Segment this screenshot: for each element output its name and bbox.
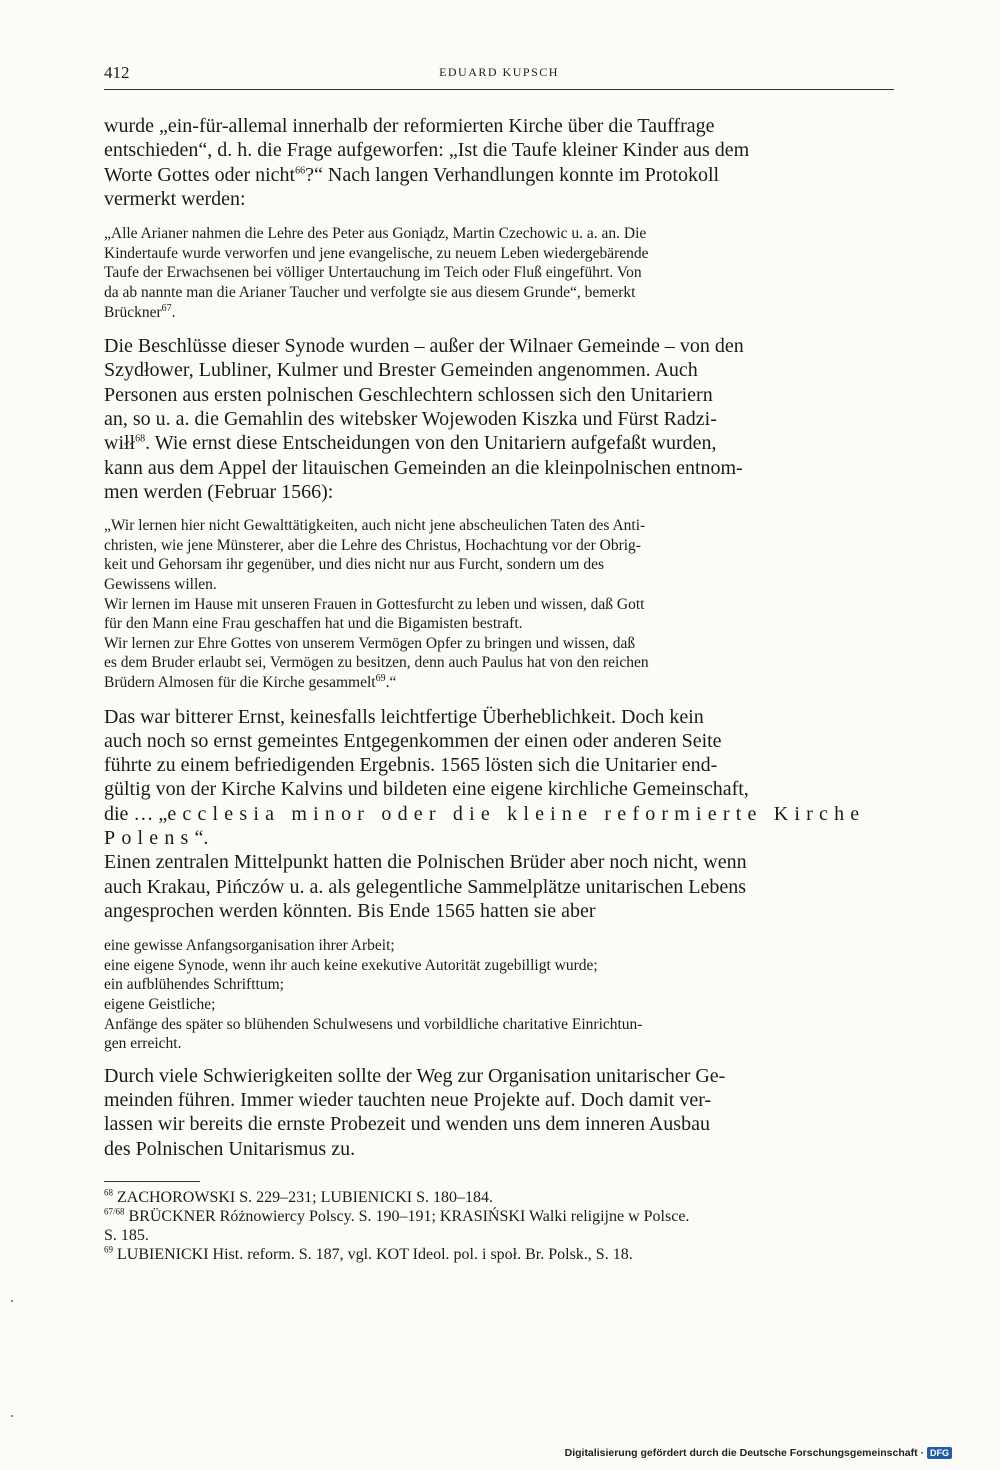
body-paragraph bbox=[104, 705, 894, 924]
footnote-rule bbox=[104, 1181, 200, 1182]
footnote bbox=[104, 1188, 894, 1207]
text-line: Einen zentralen Mittelpunkt hatten die Polnischen Brüder aber noch nicht, wenn bbox=[104, 851, 747, 874]
text-line: Worte Gottes oder nicht$^{66}$?“ Nach langen Verhandlungen konnte im Protokoll bbox=[104, 163, 720, 186]
text-line: Szydłower, Lubliner, Kulmer und Brester Gemeinden angenommen. Auch bbox=[104, 359, 698, 382]
text-line: kann aus dem Appel der litauischen Gemeinden an die kleinpolnischen entnom- bbox=[104, 456, 743, 479]
footnote-ref: 69 bbox=[375, 672, 386, 684]
text-line: auch noch so ernst gemeintes Entgegenkommen der einen oder anderen Seite bbox=[104, 729, 722, 752]
block-quote bbox=[104, 224, 894, 322]
text-line: Anfänge des später so blühenden Schulwesens und vorbildliche charitative Einrichtun- bbox=[104, 1015, 643, 1033]
text-line: wurde „ein-für-allemal innerhalb der reformierten Kirche über die Tauffrage bbox=[104, 115, 715, 137]
footnote-ref: 68 bbox=[135, 433, 146, 445]
text-line: für den Mann eine Frau geschaffen hat und die Bigamisten bestraft. bbox=[104, 615, 523, 633]
text-line: Personen aus ersten polnischen Geschlechtern schlossen sich den Unitariern bbox=[104, 383, 713, 406]
text-line: eine gewisse Anfangsorganisation ihrer Arbeit; bbox=[104, 937, 395, 955]
enumeration-block bbox=[104, 936, 894, 1054]
text-line: eigene Geistliche; bbox=[104, 996, 216, 1014]
text-line: es dem Bruder erlaubt sei, Vermögen zu besitzen, denn auch Paulus hat von den reichen bbox=[104, 654, 649, 672]
text-line: an, so u. a. die Gemahlin des witebsker Wojewoden Kiszka und Fürst Radzi- bbox=[104, 408, 717, 431]
text-line: gen erreicht. bbox=[104, 1035, 182, 1053]
text-line: ein aufblühendes Schrifttum; bbox=[104, 976, 284, 994]
text-line: wiłł$^{68}$. Wie ernst diese Entscheidungen von den Unitariern aufgefaßt wurden, bbox=[104, 432, 717, 455]
text-line: Durch viele Schwierigkeiten sollte der Weg zur Organisation unitarischer Ge- bbox=[104, 1064, 726, 1087]
footnote-line: S. 185. bbox=[104, 1227, 149, 1244]
body-paragraph bbox=[104, 114, 894, 211]
text-line: vermerkt werden: bbox=[104, 187, 246, 210]
text-line: gültig von der Kirche Kalvins und bildeten eine eigene kirchliche Gemeinschaft, bbox=[104, 778, 749, 801]
text-line: angesprochen werden könnten. Bis Ende 1565 hatten sie aber bbox=[104, 899, 596, 922]
text-line: Gewissens willen. bbox=[104, 576, 217, 594]
text-line: führte zu einem befriedigenden Ergebnis. 1565 lösten sich die Unitarier end- bbox=[104, 754, 718, 777]
text-line: Brückner$^{67}$. bbox=[104, 302, 176, 321]
footnote bbox=[104, 1207, 894, 1245]
footnote-mark: 69 bbox=[104, 1244, 113, 1255]
text-line: Wir lernen im Hause mit unseren Frauen in Gottesfurcht zu leben und wissen, daß Gott bbox=[104, 595, 645, 613]
digitization-credit bbox=[565, 1447, 952, 1459]
text-line: die … „ecclesia minor oder die kleine reformierte Kirche bbox=[104, 802, 866, 825]
text-line: Polens“. bbox=[104, 827, 209, 850]
body-paragraph bbox=[104, 1064, 894, 1161]
text-line: Das war bitterer Ernst, keinesfalls leichtfertige Überheblichkeit. Doch kein bbox=[104, 705, 704, 728]
spaced-emphasis: ecclesia minor oder die kleine reformierte Kirche bbox=[167, 802, 866, 825]
text-line: eine eigene Synode, wenn ihr auch keine exekutive Autorität zugebilligt wurde; bbox=[104, 956, 598, 974]
dfg-logo: DFG bbox=[927, 1447, 952, 1459]
page-header bbox=[104, 63, 894, 89]
text-line: da ab nannte man die Arianer Taucher und verfolgte sie aus diesem Grunde“, bemerkt bbox=[104, 283, 636, 301]
text-line: des Polnischen Unitarismus zu. bbox=[104, 1137, 356, 1160]
text-line: „Alle Arianer nahmen die Lehre des Peter aus Goniądz, Martin Czechowic u. a. an. Die bbox=[104, 225, 647, 243]
body-text bbox=[104, 114, 894, 1161]
footnote bbox=[104, 1245, 894, 1264]
text-line: Taufe der Erwachsenen bei völliger Untertauchung im Teich oder Fluß eingeführt. Von bbox=[104, 264, 642, 282]
footnote-line: $^{69}$ LUBIENICKI Hist. reform. S. 187, vgl. KOT Ideol. pol. i społ. Br. Polsk., S. 18. bbox=[104, 1244, 633, 1263]
footnote-mark: 67/68 bbox=[104, 1206, 125, 1217]
spaced-emphasis: Polens bbox=[104, 827, 195, 850]
text-line: men werden (Februar 1566): bbox=[104, 480, 334, 503]
text-line: lassen wir bereits die ernste Probezeit und wenden uns dem inneren Ausbau bbox=[104, 1113, 710, 1136]
text-line: „Wir lernen hier nicht Gewalttätigkeiten, auch nicht jene abscheulichen Taten des Anti- bbox=[104, 517, 646, 535]
text-line: Brüdern Almosen für die Kirche gesammelt$^{69}$.“ bbox=[104, 672, 397, 691]
footnotes bbox=[104, 1188, 894, 1264]
text-line: meinden führen. Immer wieder tauchten neue Projekte auf. Doch damit ver- bbox=[104, 1089, 712, 1112]
body-paragraph bbox=[104, 334, 894, 504]
footnote-mark: 68 bbox=[104, 1187, 113, 1198]
text-line: keit und Gehorsam ihr gegenüber, und dies nicht nur aus Furcht, sondern um des bbox=[104, 556, 605, 574]
footnote-ref: 67 bbox=[161, 302, 172, 314]
scan-speck bbox=[11, 1300, 13, 1302]
footnote-line: $^{68}$ ZACHOROWSKI S. 229–231; LUBIENICKI S. 180–184. bbox=[104, 1187, 493, 1206]
text-line: Die Beschlüsse dieser Synode wurden – außer der Wilnaer Gemeinde – von den bbox=[104, 335, 744, 358]
text-line: christen, wie jene Münsterer, aber die Lehre des Christus, Hochachtung vor der Obrig- bbox=[104, 536, 641, 554]
text-line: entschieden“, d. h. die Frage aufgeworfen: „Ist die Taufe kleiner Kinder aus dem bbox=[104, 139, 750, 162]
running-head: EDUARD KUPSCH bbox=[439, 65, 559, 79]
text-line: Wir lernen zur Ehre Gottes von unserem Vermögen Opfer zu bringen und wissen, daß bbox=[104, 634, 636, 652]
scan-speck bbox=[11, 1415, 13, 1417]
credit-text: Digitalisierung gefördert durch die Deutsche Forschungsgemeinschaft · bbox=[564, 1447, 924, 1459]
footnote-ref: 66 bbox=[295, 164, 306, 176]
header-rule bbox=[104, 89, 894, 90]
block-quote bbox=[104, 516, 894, 692]
page-number: 412 bbox=[104, 63, 130, 82]
text-line: auch Krakau, Pińczów u. a. als gelegentliche Sammelplätze unitarischen Lebens bbox=[104, 875, 746, 898]
text-line: Kindertaufe wurde verworfen und jene evangelische, zu neuem Leben wiedergebärende bbox=[104, 244, 649, 262]
footnote-line: $^{67/68}$ BRÜCKNER Różnowiercy Polscy. S. 190–191; KRASIŃSKI Walki religijne w Polsce. bbox=[104, 1206, 690, 1225]
